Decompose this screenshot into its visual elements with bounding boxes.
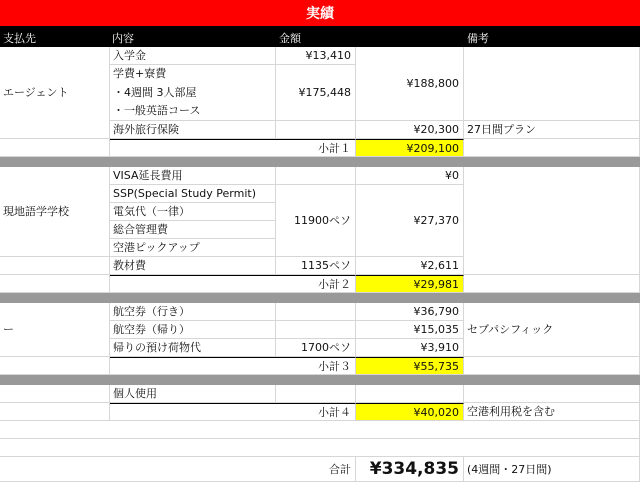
amount-baggage-yen[interactable]: ¥3,910 — [356, 339, 464, 357]
item-pickup[interactable]: 空港ピックアップ — [110, 239, 276, 257]
personal-blank[interactable] — [0, 385, 110, 403]
amount-tuition[interactable]: ¥175,448 — [276, 65, 356, 121]
subtotal3-label: 小計３ — [110, 357, 356, 375]
section-separator-3 — [0, 375, 640, 385]
header-amount: 金額 — [279, 32, 301, 45]
item-tuition-course: ・一般英語コース — [113, 104, 201, 117]
item-tuition-room: ・4週間 3人部屋 — [113, 85, 197, 99]
amount-school-peso[interactable]: 11900ペソ — [276, 185, 356, 257]
amount-visa[interactable]: ¥0 — [356, 167, 464, 185]
subtotal1-value[interactable]: ¥209,100 — [356, 139, 464, 157]
subtotal3-value[interactable]: ¥55,735 — [356, 357, 464, 375]
table-body — [0, 47, 640, 482]
empty-row-1[interactable] — [0, 421, 640, 439]
amount-insurance[interactable]: ¥20,300 — [356, 121, 464, 139]
item-flight-out[interactable]: 航空券（行き） — [110, 303, 276, 321]
note-empty-1[interactable] — [464, 47, 640, 121]
subtotal4-label: 小計４ — [110, 403, 356, 421]
item-tuition-label: 学費+寮費 — [113, 67, 167, 80]
amount-insurance-empty[interactable] — [276, 121, 356, 139]
amount-flight-back[interactable]: ¥15,035 — [356, 321, 464, 339]
sheet-title: 実績 — [0, 0, 640, 26]
item-visa[interactable]: VISA延長費用 — [110, 167, 276, 185]
item-materials[interactable]: 教材費 — [110, 257, 276, 275]
subtotal1-label: 小計１ — [110, 139, 356, 157]
note-insurance[interactable]: 27日間プラン — [464, 121, 640, 139]
note-personal-empty[interactable] — [464, 385, 640, 403]
amount-flight-out-empty[interactable] — [276, 303, 356, 321]
item-personal[interactable]: 個人使用 — [110, 385, 276, 403]
subtotal2-blank[interactable] — [0, 275, 110, 293]
total-label: 合計 — [0, 457, 356, 482]
item-flight-back[interactable]: 航空券（帰り） — [110, 321, 276, 339]
section-separator-2 — [0, 293, 640, 303]
payee-school[interactable]: 現地語学学校 — [0, 167, 110, 257]
subtotal2-label: 小計２ — [110, 275, 356, 293]
amount-entrance[interactable]: ¥13,410 — [276, 47, 356, 65]
amount-materials-peso[interactable]: 1135ペソ — [276, 257, 356, 275]
item-baggage[interactable]: 帰りの預け荷物代 — [110, 339, 276, 357]
item-ssp[interactable]: SSP(Special Study Permit) — [110, 185, 276, 203]
item-electricity[interactable]: 電気代（一律） — [110, 203, 276, 221]
amount-personal-yen-empty[interactable] — [356, 385, 464, 403]
note-empty-2[interactable] — [464, 167, 640, 275]
empty-row-2[interactable] — [0, 439, 640, 457]
item-tuition[interactable] — [110, 65, 276, 121]
amount-flight-back-empty[interactable] — [276, 321, 356, 339]
total-note[interactable]: (4週間・27日間) — [464, 457, 640, 482]
header-row — [0, 26, 640, 47]
amount-personal-empty[interactable] — [276, 385, 356, 403]
header-content: 内容 — [112, 32, 134, 45]
header-note: 備考 — [467, 32, 489, 45]
note-airline[interactable]: セブパシフィック — [464, 303, 640, 357]
subtotal1-note[interactable] — [464, 139, 640, 157]
amount-baggage-peso[interactable]: 1700ペソ — [276, 339, 356, 357]
payee-airline[interactable]: ー — [0, 303, 110, 357]
item-insurance[interactable]: 海外旅行保険 — [110, 121, 276, 139]
subtotal2-note[interactable] — [464, 275, 640, 293]
amount-materials-yen[interactable]: ¥2,611 — [356, 257, 464, 275]
subtotal4-blank[interactable] — [0, 403, 110, 421]
section-separator-1 — [0, 157, 640, 167]
material-blank[interactable] — [0, 257, 110, 275]
total-value[interactable]: ¥334,835 — [356, 457, 464, 482]
subtotal4-note[interactable]: 空港利用税を含む — [464, 403, 640, 421]
subtotal1-blank[interactable] — [0, 139, 110, 157]
amount-combined[interactable]: ¥188,800 — [356, 47, 464, 121]
item-entrance[interactable]: 入学金 — [110, 47, 276, 65]
amount-visa-empty[interactable] — [276, 167, 356, 185]
amount-school-yen[interactable]: ¥27,370 — [356, 185, 464, 257]
subtotal3-note[interactable] — [464, 357, 640, 375]
amount-flight-out[interactable]: ¥36,790 — [356, 303, 464, 321]
subtotal3-blank[interactable] — [0, 357, 110, 375]
item-management[interactable]: 総合管理費 — [110, 221, 276, 239]
header-payee: 支払先 — [3, 32, 36, 45]
payee-agent[interactable]: エージェント — [0, 47, 110, 139]
subtotal2-value[interactable]: ¥29,981 — [356, 275, 464, 293]
subtotal4-value[interactable]: ¥40,020 — [356, 403, 464, 421]
